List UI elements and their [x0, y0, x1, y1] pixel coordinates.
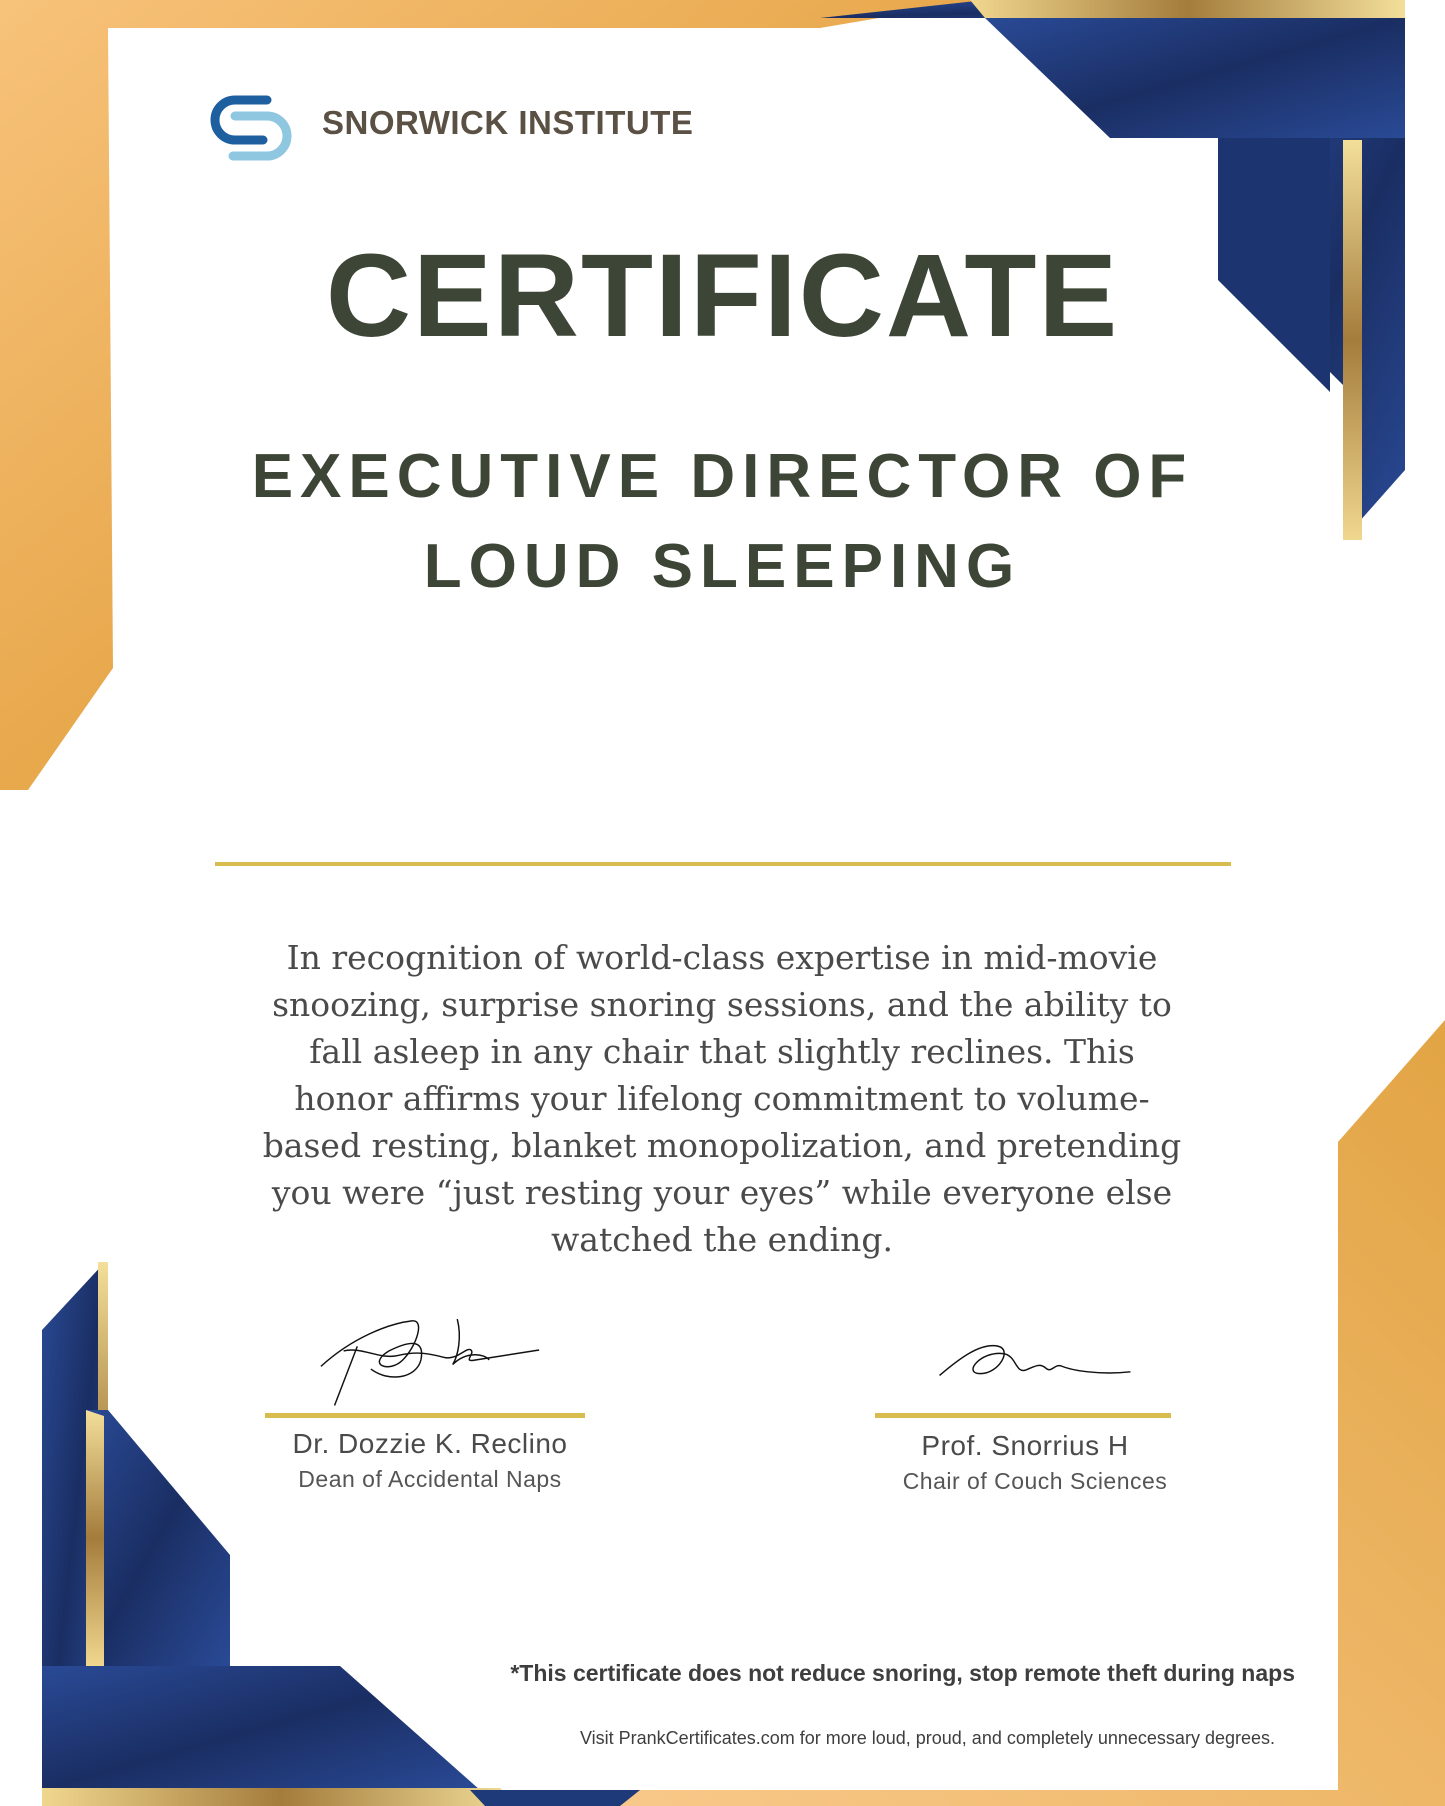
certificate-subtitle	[160, 432, 1285, 612]
signature-line-1	[265, 1413, 585, 1418]
signatory-name-1: Dr. Dozzie K. Reclino	[292, 1428, 568, 1459]
signature-block-2	[875, 1310, 1195, 1495]
institute-logo	[205, 92, 297, 164]
subtitle-line-1: EXECUTIVE DIRECTOR OF	[251, 442, 1194, 511]
signatory-name-2: Prof. Snorrius H	[921, 1430, 1129, 1461]
footer-text: Visit PrankCertificates.com for more loud, proud, and completely unnecessary degrees.	[579, 1728, 1275, 1748]
signature-block-1	[265, 1310, 595, 1493]
handwritten-signature-2	[875, 1310, 1195, 1410]
signature-line-2	[875, 1413, 1171, 1418]
handwritten-signature-1	[265, 1310, 595, 1410]
gold-divider	[215, 862, 1231, 866]
signatory-role-2: Chair of Couch Sciences	[902, 1468, 1168, 1494]
certificate-title: CERTIFICATE	[325, 230, 1120, 362]
subtitle-line-2: LOUD SLEEPING	[423, 532, 1022, 601]
interlocking-s-logo-icon	[205, 92, 297, 164]
recognition-text: In recognition of world-class expertise in mid-movie snoozing, surprise snoring sessions, and the ability to fall asleep in any chair that slightly reclines. This honor affirms your lifelong commitment to volume-based resting, blanket monopolization, and pretending you were “just resting your eyes” while everyone else watched the ending.	[262, 938, 1182, 1259]
signatory-role-1: Dean of Accidental Naps	[298, 1466, 562, 1492]
institute-name: SNORWICK INSTITUTE	[322, 104, 694, 141]
disclaimer-text: *This certificate does not reduce snoring, stop remote theft during naps	[510, 1660, 1295, 1686]
